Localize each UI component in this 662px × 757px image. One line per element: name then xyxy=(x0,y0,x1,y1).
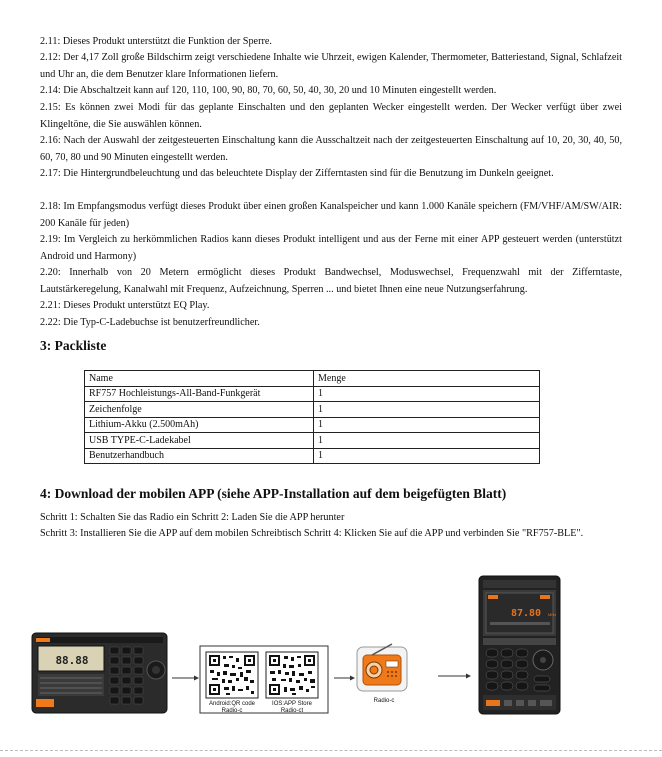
phone-frequency-unit: MHz xyxy=(548,612,557,617)
section-4-heading: 4: Download der mobilen APP (siehe APP-Installation auf dem beigefügten Blatt) xyxy=(40,486,507,501)
table-row xyxy=(85,448,540,464)
header-name: Name xyxy=(85,371,314,387)
ios-qr-code-icon xyxy=(266,652,318,698)
phone-frequency-display: 87.80 xyxy=(510,608,542,619)
ios-qr-caption-app: Radio-ct xyxy=(280,708,304,714)
table-row xyxy=(85,402,540,418)
table-row xyxy=(85,417,540,433)
item-quantity: 1 xyxy=(314,417,540,433)
item-quantity: 1 xyxy=(314,386,540,402)
paragraph-2-21: 2.21: Dieses Produkt unterstützt EQ Play. xyxy=(40,300,210,311)
paragraph-2-16: 2.16: Nach der Auswahl der zeitgesteuerten Einschaltung kann die Ausschaltzeit nach der zeitgesteuerten Einschaltung auf 10, 20, 30, 40, 50, 60, 70, 80 und 90 Minuten eingestellt werden. xyxy=(40,135,622,163)
item-name: USB TYPE-C-Ladekabel xyxy=(85,433,314,449)
item-name: Lithium-Akku (2.500mAh) xyxy=(85,417,314,433)
phone-app-screenshot xyxy=(479,576,560,714)
arrow-right-icon xyxy=(438,674,471,679)
item-quantity: 1 xyxy=(314,448,540,464)
step-line-2: Schritt 3: Installieren Sie die APP auf dem mobilen Schreibtisch Schritt 4: Klicken Sie auf die APP und verbinden Sie "RF757-BLE". xyxy=(40,528,584,539)
paragraph-2-15: 2.15: Es können zwei Modi für das geplante Einschalten und den geplanten Wecker eingestellt werden. Der Wecker verfügt über zwei Klingeltöne, die Sie auswählen können. xyxy=(40,102,622,130)
paragraph-2-17: 2.17: Die Hintergrundbeleuchtung und das beleuchtete Display der Zifferntasten sind für die Benutzung im Dunkeln geeignet. xyxy=(40,168,554,179)
paragraph-2-20: 2.20: Innerhalb von 20 Metern ermöglicht dieses Produkt Bandwechsel, Moduswechsel, Frequenzwahl mit der Zifferntaste, Lautstärkeregelung, Kanalwahl mit Frequenz, Aufzeichnung, Sperren ... und bietet Ihnen eine neue Nutzungserfahrung. xyxy=(40,267,622,295)
table-row xyxy=(85,386,540,402)
step-line-1: Schritt 1: Schalten Sie das Radio ein Schritt 2: Laden Sie die APP herunter xyxy=(40,512,345,523)
paragraph-2-12: 2.12: Der 4,17 Zoll große Bildschirm zeigt verschiedene Inhalte wie Uhrzeit, ewigen Kalender, Thermometer, Batteriestand, Signal, Schlafzeit und Uhr an, die dem Benutzer klare Informationen liefern. xyxy=(40,52,622,80)
android-qr-caption-app: Radio-c xyxy=(221,708,243,714)
radio-app-icon xyxy=(357,644,407,691)
packing-list-table xyxy=(84,370,540,464)
paragraph-2-18: 2.18: Im Empfangsmodus verfügt dieses Produkt über einen großen Kanalspeicher und kann 1.000 Kanäle speichern (FM/VHF/AM/SW/AIR: 200 Kanäle für jeden) xyxy=(40,201,622,229)
page-bottom-rule xyxy=(0,750,662,751)
header-quantity: Menge xyxy=(314,371,540,387)
paragraph-2-11: 2.11: Dieses Produkt unterstützt die Funktion der Sperre. xyxy=(40,36,272,47)
radio-device-image xyxy=(32,633,167,713)
radio-display-text: 88.88 xyxy=(55,654,89,667)
arrow-right-icon xyxy=(334,676,355,681)
qr-code-panel xyxy=(200,646,328,714)
item-name: RF757 Hochleistungs-All-Band-Funkgerät xyxy=(85,386,314,402)
paragraph-2-14: 2.14: Die Abschaltzeit kann auf 120, 110, 100, 90, 80, 70, 60, 50, 40, 30, 20 und 10 Minuten eingestellt werden. xyxy=(40,85,497,96)
section-3-heading: 3: Packliste xyxy=(40,338,107,353)
item-name: Zeichenfolge xyxy=(85,402,314,418)
arrow-right-icon xyxy=(172,676,199,681)
ios-qr-caption: IOS:APP Store xyxy=(272,701,312,707)
table-header-row xyxy=(85,371,540,387)
item-quantity: 1 xyxy=(314,402,540,418)
app-icon-caption: Radio-c xyxy=(373,698,395,704)
table-row xyxy=(85,433,540,449)
android-qr-code-icon xyxy=(206,652,258,698)
android-qr-caption: Android:QR code xyxy=(208,701,256,707)
app-installation-figure xyxy=(0,560,662,757)
paragraph-2-19: 2.19: Im Vergleich zu herkömmlichen Radios kann dieses Produkt intelligent und aus der Ferne mit einer APP gesteuert werden (unterstützt Android und Harmony) xyxy=(40,234,622,262)
paragraph-2-22: 2.22: Die Typ-C-Ladebuchse ist benutzerfreundlicher. xyxy=(40,317,260,328)
item-name: Benutzerhandbuch xyxy=(85,448,314,464)
item-quantity: 1 xyxy=(314,433,540,449)
